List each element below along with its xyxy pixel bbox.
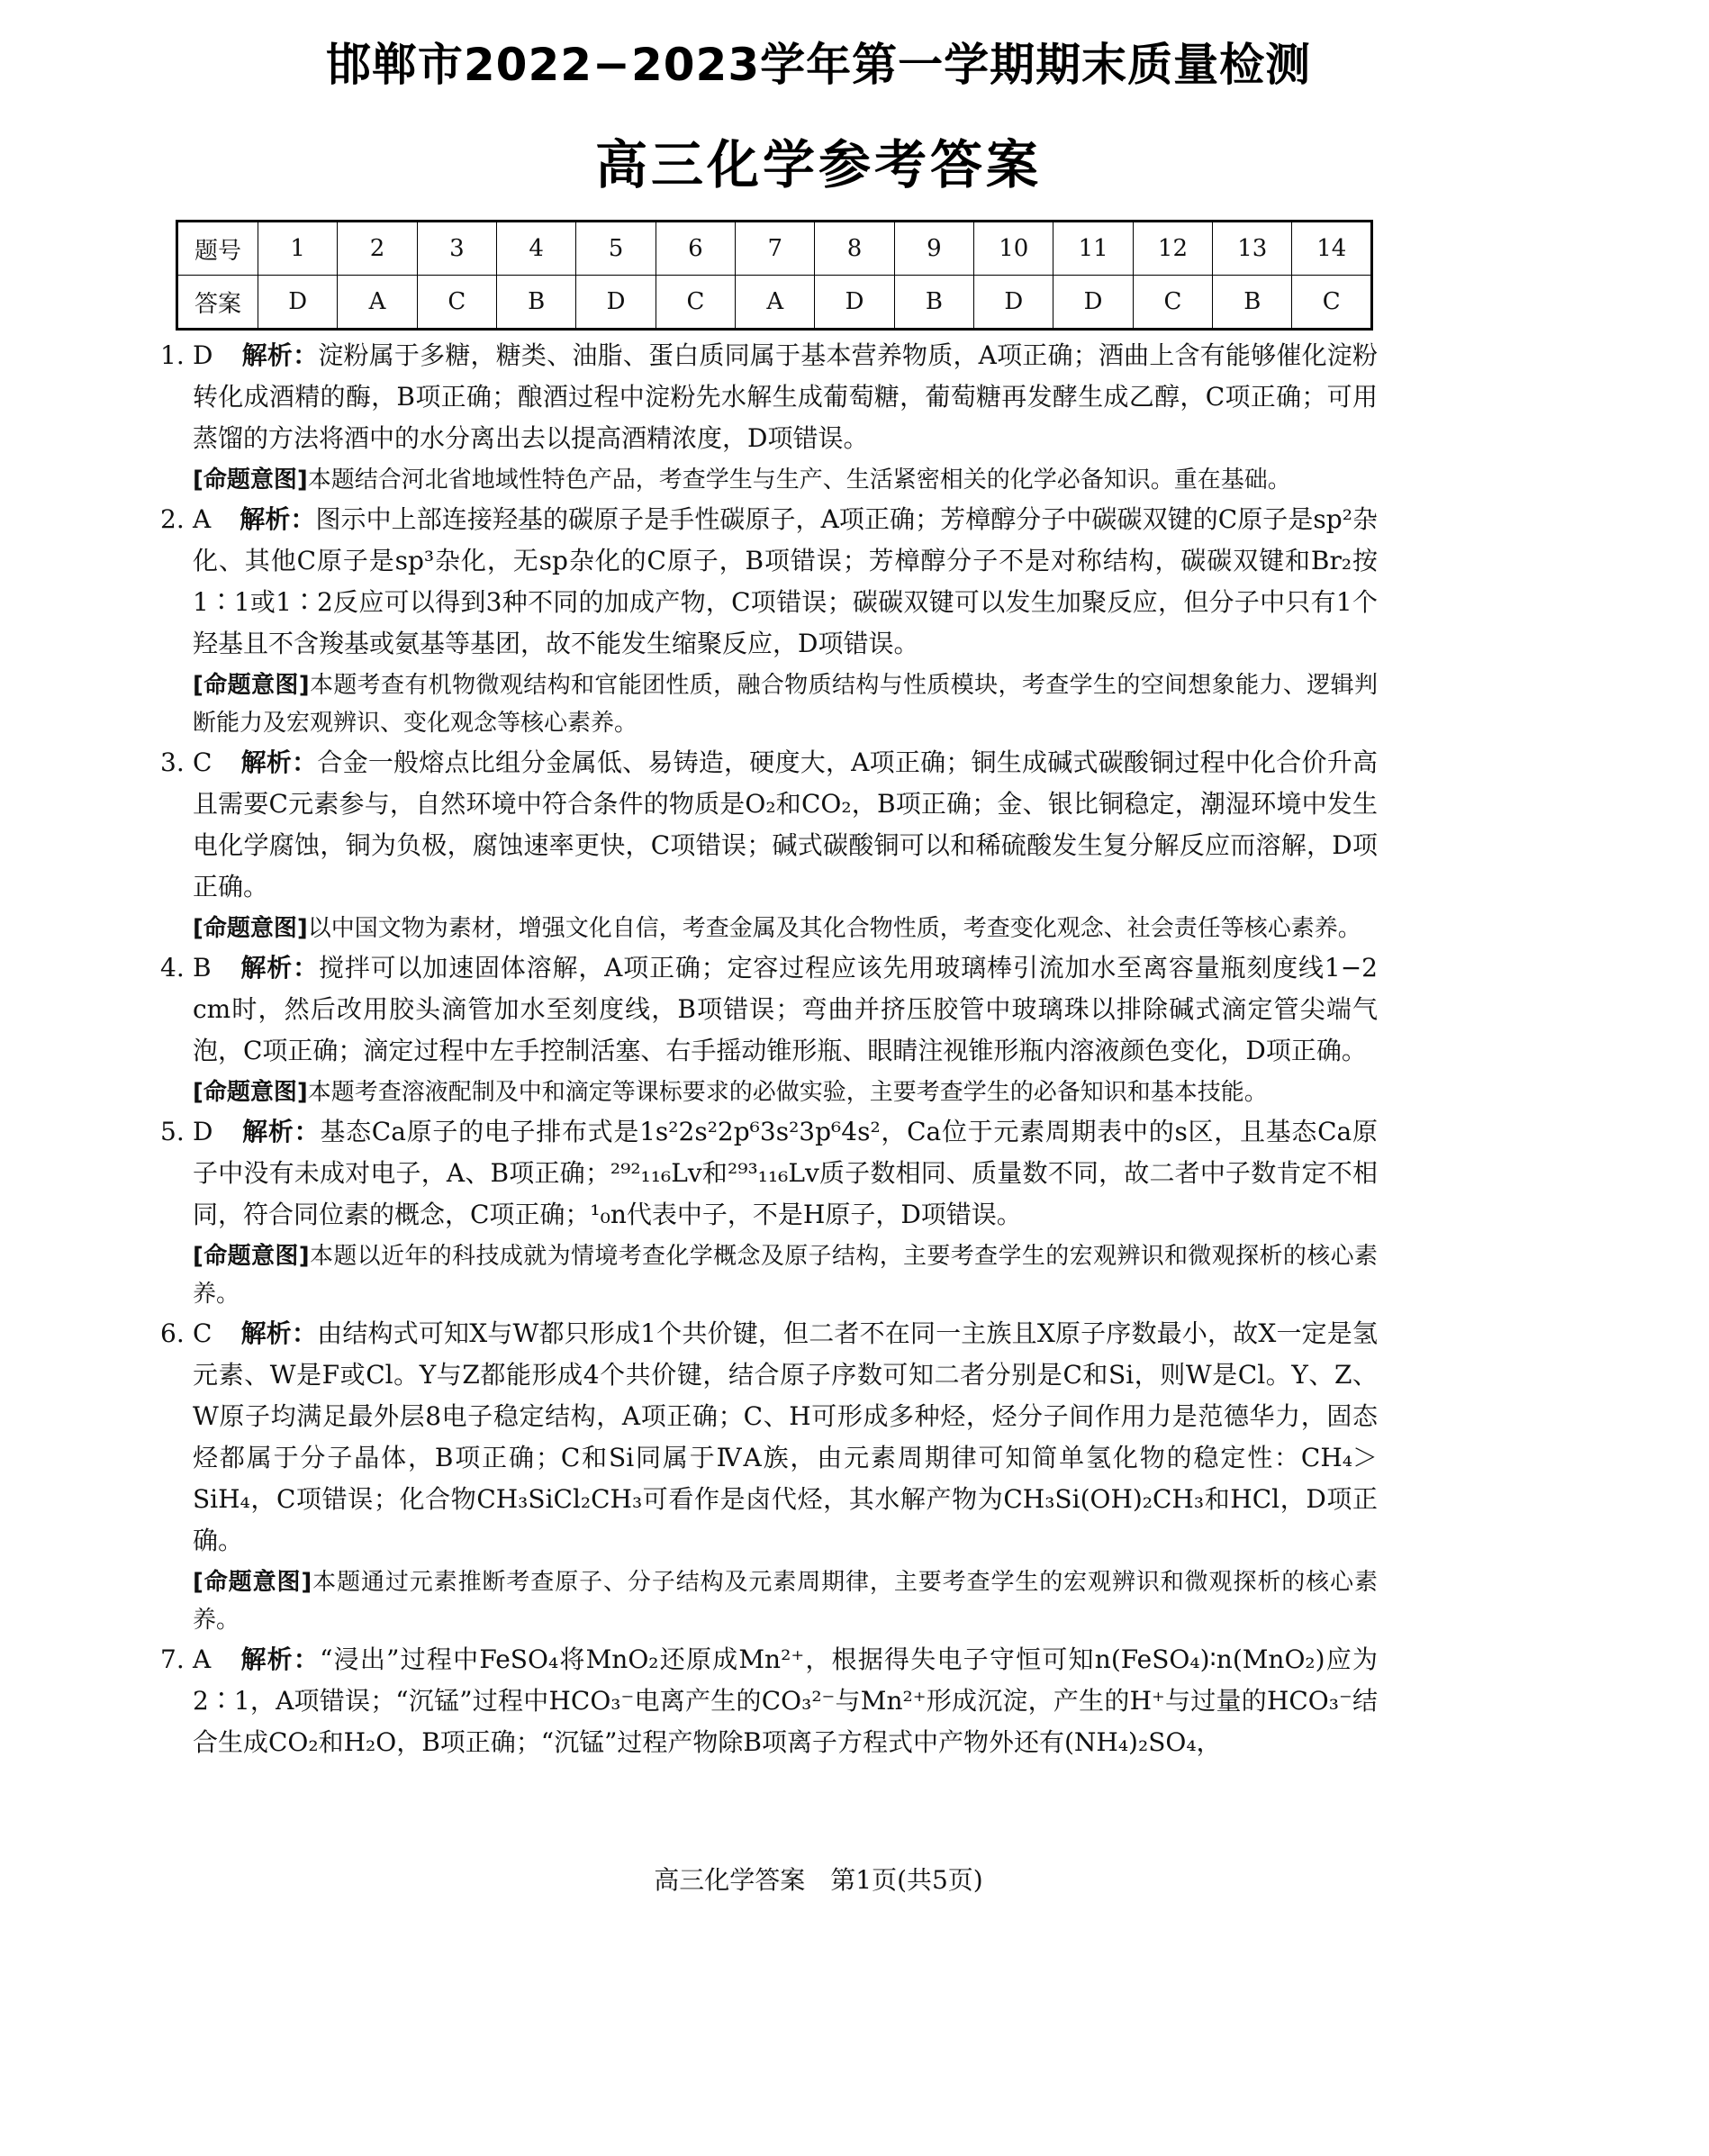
question-intent: [160, 666, 1378, 742]
question-number-cell: 1: [258, 222, 338, 276]
question-number: 5.: [160, 1117, 185, 1146]
question-block: [160, 499, 1378, 742]
question-explanation: [160, 1639, 1378, 1763]
question-intent: [160, 910, 1378, 947]
question-answer: D: [193, 1117, 213, 1146]
answer-cell: C: [1292, 276, 1372, 330]
question-intent: [160, 1563, 1378, 1639]
answer-key-title: 高三化学参考答案: [594, 134, 1042, 195]
question-intent: [160, 1073, 1378, 1111]
exam-title: 邯郸市2022−2023学年第一学期期末质量检测: [325, 39, 1312, 91]
analysis-text: 搅拌可以加速固体溶解，A项正确；定容过程应该先用玻璃棒引流加水至离容量瓶刻度线1−2 cm时，然后改用胶头滴管加水至刻度线，B项错误；弯曲并挤压胶管中玻璃珠以排除碱式滴定管尖端气泡，C项正确；滴定过程中左手控制活塞、右手摇动锥形瓶、眼睛注视锥形瓶内溶液颜色变化，D项正确。: [193, 953, 1378, 1065]
intent-text: 本题考查有机物微观结构和官能团性质，融合物质结构与性质模块，考查学生的空间想象能力、逻辑判断能力及宏观辨识、变化观念等核心素养。: [193, 672, 1378, 737]
question-block: [160, 947, 1378, 1111]
question-explanation: [160, 742, 1378, 908]
question-number-cell: 10: [974, 222, 1053, 276]
intent-text: 本题通过元素推断考查原子、分子结构及元素周期律，主要考查学生的宏观辨识和微观探析的核心素养。: [193, 1569, 1378, 1634]
answer-cell: D: [258, 276, 338, 330]
question-number: 4.: [160, 953, 185, 983]
page-footer: 高三化学答案 第1页(共5页): [654, 1865, 983, 1895]
analysis-text: 基态Ca原子的电子排布式是1s²2s²2p⁶3s²3p⁶4s²，Ca位于元素周期表中的s区，且基态Ca原子中没有未成对电子，A、B项正确；²⁹²₁₁₆Lv和²⁹³₁₁₆Lv质子数相同、质量数不同，故二者中子数肯定不相同，符合同位素的概念，C项正确；¹₀n代表中子，不是H原子，D项错误。: [193, 1117, 1378, 1229]
analysis-label: 解析：: [240, 953, 319, 983]
analysis-label: 解析：: [240, 1644, 321, 1674]
question-explanation: [160, 499, 1378, 665]
intent-label: [命题意图]: [193, 1079, 308, 1106]
question-number-cell: 13: [1213, 222, 1292, 276]
answer-cell: C: [1133, 276, 1212, 330]
question-answer: B: [193, 953, 212, 983]
answer-cell: D: [1053, 276, 1133, 330]
intent-label: [命题意图]: [193, 915, 308, 942]
intent-text: 本题结合河北省地域性特色产品，考查学生与生产、生活紧密相关的化学必备知识。重在基础。: [307, 467, 1291, 494]
question-explanation: [160, 335, 1378, 459]
analysis-text: “浸出”过程中FeSO₄将MnO₂还原成Mn²⁺，根据得失电子守恒可知n(FeSO₄)∶n(MnO₂)应为2∶1，A项错误；“沉锰”过程中HCO₃⁻电离产生的CO₃²⁻与Mn²⁺形成沉淀，产生的H⁺与过量的HCO₃⁻结合生成CO₂和H₂O，B项正确；“沉锰”过程产物除B项离子方程式中产物外还有(NH₄)₂SO₄，: [193, 1644, 1378, 1757]
question-block: [160, 742, 1378, 947]
analysis-label: 解析：: [241, 1117, 321, 1146]
answer-cell: B: [1213, 276, 1292, 330]
question-explanation: [160, 1313, 1378, 1562]
row-label-number: 题号: [177, 222, 258, 276]
question-number-cell: 8: [815, 222, 894, 276]
intent-label: [命题意图]: [193, 467, 308, 494]
question-answer: C: [193, 747, 212, 777]
intent-text: 本题考查溶液配制及中和滴定等课标要求的必做实验，主要考查学生的必备知识和基本技能。: [307, 1079, 1268, 1106]
answer-cell: A: [736, 276, 815, 330]
intent-text: 以中国文物为素材，增强文化自信，考查金属及其化合物性质，考查变化观念、社会责任等核心素养。: [307, 915, 1361, 942]
question-number-cell: 2: [338, 222, 417, 276]
question-intent: [160, 1237, 1378, 1313]
analysis-text: 图示中上部连接羟基的碳原子是手性碳原子，A项正确；芳樟醇分子中碳碳双键的C原子是sp²杂化、其他C原子是sp³杂化，无sp杂化的C原子，B项错误；芳樟醇分子不是对称结构，碳碳双键和Br₂按1∶1或1∶2反应可以得到3种不同的加成产物，C项错误；碳碳双键可以发生加聚反应，但分子中只有1个羟基且不含羧基或氨基等基团，故不能发生缩聚反应，D项错误。: [193, 504, 1378, 658]
question-number: 6.: [160, 1318, 185, 1348]
question-number: 2.: [160, 504, 185, 534]
question-number: 3.: [160, 747, 185, 777]
answer-cell: D: [576, 276, 656, 330]
explanations: [160, 335, 1378, 1763]
question-number-cell: 11: [1053, 222, 1133, 276]
answer-cell: A: [338, 276, 417, 330]
question-number-cell: 14: [1292, 222, 1372, 276]
intent-label: [命题意图]: [193, 1243, 310, 1270]
question-answer: A: [193, 1644, 212, 1674]
question-answer: D: [193, 340, 213, 370]
question-answer: A: [193, 504, 212, 534]
question-explanation: [160, 1111, 1378, 1236]
analysis-label: 解析：: [241, 340, 319, 370]
question-number-cell: 3: [417, 222, 496, 276]
question-number-cell: 12: [1133, 222, 1212, 276]
answer-table-answer-row: [177, 276, 1372, 330]
answer-table-number-row: [177, 222, 1372, 276]
analysis-text: 淀粉属于多糖，糖类、油脂、蛋白质同属于基本营养物质，A项正确；酒曲上含有能够催化淀粉转化成酒精的酶，B项正确；酿酒过程中淀粉先水解生成葡萄糖，葡萄糖再发酵生成乙醇，C项正确；可用蒸馏的方法将酒中的水分离出去以提高酒精浓度，D项错误。: [193, 340, 1378, 453]
answer-cell: B: [894, 276, 973, 330]
row-label-answer: 答案: [177, 276, 258, 330]
question-explanation: [160, 947, 1378, 1072]
question-number-cell: 7: [736, 222, 815, 276]
intent-label: [命题意图]: [193, 672, 310, 699]
question-number: 7.: [160, 1644, 185, 1674]
question-intent: [160, 461, 1378, 499]
analysis-label: 解析：: [240, 747, 318, 777]
question-number: 1.: [160, 340, 185, 370]
analysis-label: 解析：: [240, 1318, 318, 1348]
analysis-text: 合金一般熔点比组分金属低、易铸造，硬度大，A项正确；铜生成碱式碳酸铜过程中化合价升高且需要C元素参与，自然环境中符合条件的物质是O₂和CO₂，B项正确；金、银比铜稳定，潮湿环境中发生电化学腐蚀，铜为负极，腐蚀速率更快，C项错误；碱式碳酸铜可以和稀硫酸发生复分解反应而溶解，D项正确。: [193, 747, 1378, 901]
analysis-text: 由结构式可知X与W都只形成1个共价键，但二者不在同一主族且X原子序数最小，故X一定是氢元素、W是F或Cl。Y与Z都能形成4个共价键，结合原子序数可知二者分别是C和Si，则W是Cl。Y、Z、W原子均满足最外层8电子稳定结构，A项正确；C、H可形成多种烃，烃分子间作用力是范德华力，固态烃都属于分子晶体，B项正确；C和Si同属于ⅣA族，由元素周期律可知简单氢化物的稳定性：CH₄＞SiH₄，C项错误；化合物CH₃SiCl₂CH₃可看作是卤代烃，其水解产物为CH₃Si(OH)₂CH₃和HCl，D项正确。: [193, 1318, 1378, 1555]
question-answer: C: [193, 1318, 212, 1348]
question-number-cell: 6: [656, 222, 735, 276]
analysis-label: 解析：: [240, 504, 316, 534]
question-number-cell: 5: [576, 222, 656, 276]
answer-cell: C: [417, 276, 496, 330]
question-block: [160, 1639, 1378, 1763]
answer-cell: C: [656, 276, 735, 330]
intent-text: 本题以近年的科技成就为情境考查化学概念及原子结构，主要考查学生的宏观辨识和微观探析的核心素养。: [193, 1243, 1378, 1308]
question-block: [160, 1313, 1378, 1639]
question-number-cell: 4: [497, 222, 576, 276]
intent-label: [命题意图]: [193, 1569, 312, 1596]
question-block: [160, 1111, 1378, 1313]
answer-cell: D: [815, 276, 894, 330]
question-number-cell: 9: [894, 222, 973, 276]
answer-cell: B: [497, 276, 576, 330]
answer-cell: D: [974, 276, 1053, 330]
question-block: [160, 335, 1378, 499]
answer-table: [176, 220, 1373, 331]
